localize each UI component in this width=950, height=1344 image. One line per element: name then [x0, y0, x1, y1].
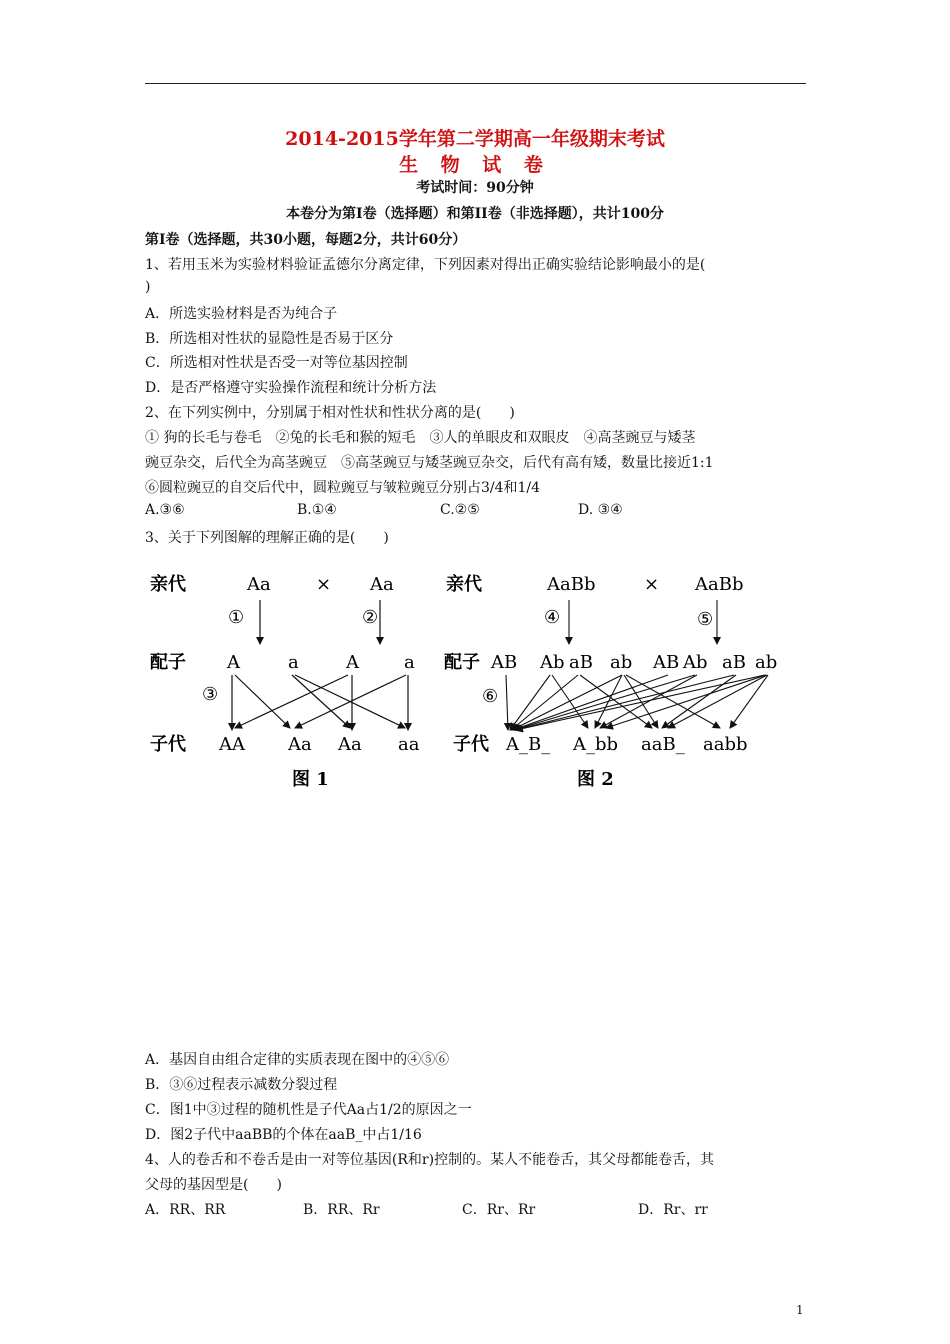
q3-option-b: B．③⑥过程表示减数分裂过程 [145, 1077, 338, 1093]
fig2-parent1: AaBb [547, 574, 596, 595]
fig2-offspring: aaB_ [641, 734, 685, 755]
fig2-label-parent: 亲代 [446, 574, 482, 595]
q4-option-c: C．Rr、Rr [462, 1202, 536, 1218]
q4-option-a: A．RR、RR [145, 1202, 226, 1218]
q2-option-d: D. ③④ [578, 502, 623, 518]
fig1-gamete: A [346, 652, 359, 673]
fig1-parent1: Aa [247, 574, 271, 595]
fig2-gamete: Ab [683, 652, 708, 673]
fig1-arrow [235, 675, 290, 728]
q4-stem-cont: 父母的基因型是( ) [145, 1177, 282, 1193]
fig2-parent2: AaBb [695, 574, 744, 595]
fig1-gamete: a [288, 652, 299, 673]
q2-item-line1: ① 狗的长毛与卷毛 ②兔的长毛和猴的短毛 ③人的单眼皮和双眼皮 ④高茎豌豆与矮茎 [145, 430, 696, 446]
q2-option-c: C.②⑤ [440, 502, 480, 518]
fig1-label-offspring: 子代 [150, 734, 186, 755]
exam-title: 2014-2015学年第二学期高一年级期末考试 [285, 128, 665, 150]
page-number: 1 [796, 1303, 804, 1317]
section-heading: 第Ⅰ卷（选择题，共30小题，每题2分，共计60分） [145, 232, 467, 248]
q1-option-b: B．所选相对性状的显隐性是否易于区分 [145, 331, 394, 347]
q2-stem: 2、在下列实例中，分别属于相对性状和性状分离的是( ) [145, 405, 515, 421]
fig2-label-gamete: 配子 [444, 652, 480, 673]
fig2-gamete: AB [653, 652, 680, 673]
fig2-gamete: AB [491, 652, 518, 673]
fig2-gamete: ab [610, 652, 633, 673]
fig2-offspring: A_bb [573, 734, 619, 755]
q4-option-d: D．Rr、rr [638, 1202, 708, 1218]
fig1-gamete: a [404, 652, 415, 673]
q3-option-c: C．图1中③过程的随机性是子代Aa占1/2的原因之一 [145, 1102, 472, 1118]
exam-info: 本卷分为第Ⅰ卷（选择题）和第II卷（非选择题），共计100分 [286, 206, 664, 222]
fig2-step5: ⑤ [697, 609, 714, 630]
fig2-gamete: aB [722, 652, 746, 673]
exam-time: 考试时间：90分钟 [416, 180, 534, 196]
q3-stem: 3、关于下列图解的理解正确的是( ) [145, 530, 389, 546]
fig1-label-parent: 亲代 [150, 574, 186, 595]
q1-option-c: C．所选相对性状是否受一对等位基因控制 [145, 355, 408, 371]
fig2-gamete: ab [755, 652, 778, 673]
q2-option-a: A.③⑥ [145, 502, 185, 518]
fig1-step3: ③ [202, 684, 219, 705]
fig2-step6: ⑥ [482, 686, 499, 707]
q1-option-d: D．是否严格遵守实验操作流程和统计分析方法 [145, 380, 437, 396]
q2-item-line2: 豌豆杂交，后代全为高茎豌豆 ⑤高茎豌豆与矮茎豌豆杂交，后代有高有矮，数量比接近1:1 [145, 455, 714, 471]
fig2-caption: 图 2 [577, 769, 614, 790]
q4-option-b: B．RR、Rr [303, 1202, 380, 1218]
q2-option-b: B.①④ [297, 502, 337, 518]
fig1-offspring: aa [398, 734, 420, 755]
fig1-offspring: Aa [288, 734, 312, 755]
q1-stem-cont: ) [145, 279, 151, 295]
fig1-step1: ① [228, 607, 245, 628]
q1-option-a: A．所选实验材料是否为纯合子 [145, 306, 338, 322]
q1-stem: 1、若用玉米为实验材料验证孟德尔分离定律，下列因素对得出正确实验结论影响最小的是( [145, 257, 706, 273]
q4-stem: 4、人的卷舌和不卷舌是由一对等位基因(R和r)控制的。某人不能卷舌，其父母都能卷舌，其 [145, 1152, 715, 1168]
fig2-gamete: Ab [540, 652, 565, 673]
fig2-arrow [506, 675, 508, 730]
fig1-arrow [292, 675, 350, 728]
q2-item-line3: ⑥圆粒豌豆的自交后代中，圆粒豌豆与皱粒豌豆分别占3/4和1/4 [145, 480, 541, 496]
fig1-gamete: A [227, 652, 240, 673]
fig1-cross: × [316, 574, 332, 595]
fig2-offspring: aabb [703, 734, 748, 755]
q3-option-a: A．基因自由组合定律的实质表现在图中的④⑤⑥ [145, 1052, 450, 1068]
fig1-caption: 图 1 [292, 769, 329, 790]
subject-title: 生 物 试 卷 [399, 154, 551, 176]
header-rule [145, 83, 806, 84]
fig2-cross: × [644, 574, 660, 595]
fig2-offspring: A_B_ [506, 734, 551, 755]
fig1-step2: ② [362, 607, 379, 628]
fig1-offspring: Aa [338, 734, 362, 755]
fig1-parent2: Aa [370, 574, 394, 595]
q3-option-d: D．图2子代中aaBB的个体在aaB_中占1/16 [145, 1127, 422, 1143]
genetics-figure [140, 560, 800, 800]
fig2-label-offspring: 子代 [453, 734, 489, 755]
fig2-step4: ④ [544, 607, 561, 628]
fig1-offspring: AA [219, 734, 245, 755]
fig2-arrow [730, 675, 768, 728]
fig1-label-gamete: 配子 [150, 652, 186, 673]
fig1-arrow [235, 675, 348, 728]
fig2-gamete: aB [569, 652, 593, 673]
